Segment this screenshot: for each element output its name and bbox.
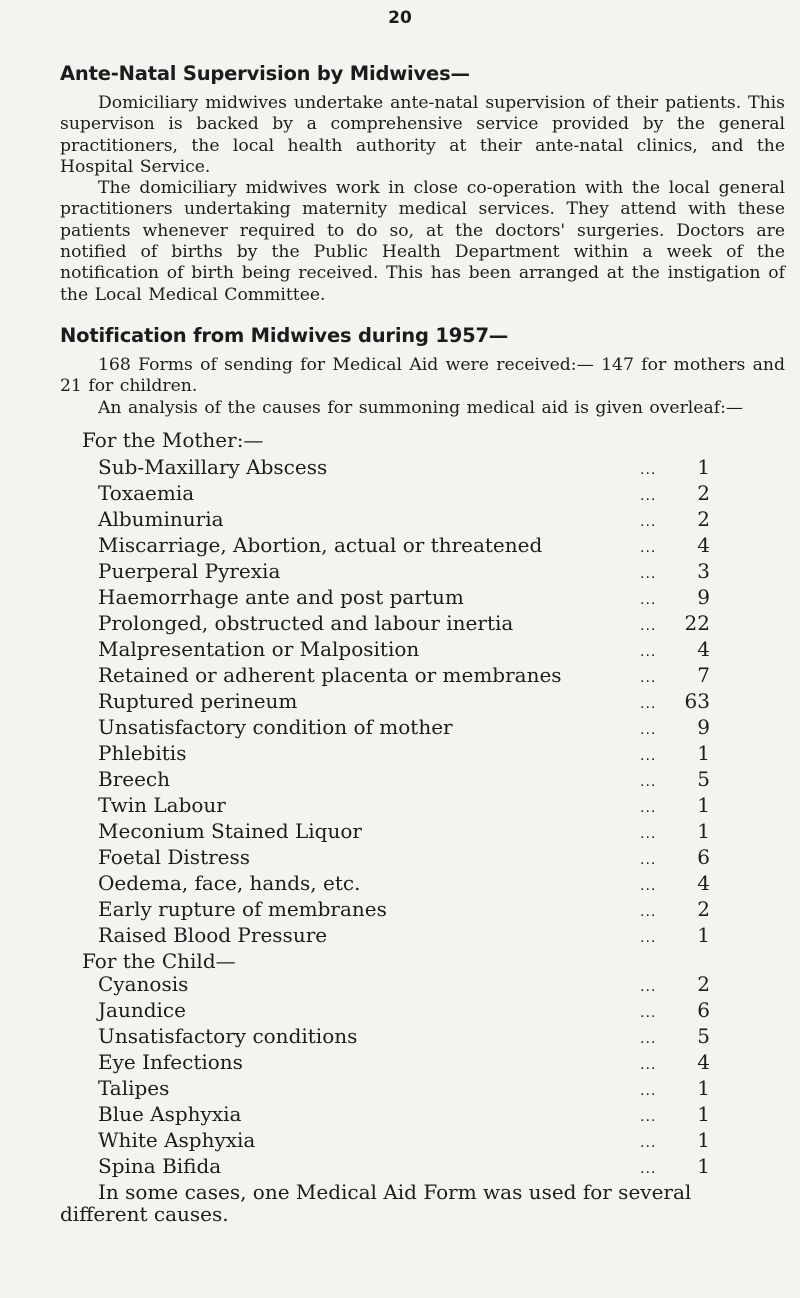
cause-label: Phlebitis [98, 740, 187, 765]
cause-label: Raised Blood Pressure [98, 922, 328, 947]
leader-dots: ... [640, 487, 657, 504]
cause-label: Foetal Distress [98, 844, 251, 869]
list-item [98, 768, 710, 794]
cause-label: Unsatisfactory conditions [98, 1023, 358, 1048]
list-item [98, 1103, 710, 1129]
cause-count: 4 [697, 636, 710, 661]
cause-count: 1 [697, 818, 710, 843]
leader-dots: ... [640, 929, 657, 946]
leader-dots: ... [640, 1082, 657, 1099]
cause-count: 1 [697, 922, 710, 947]
list-item [98, 586, 710, 612]
cause-count: 7 [697, 662, 710, 687]
leader-dots: ... [640, 461, 657, 478]
cause-label: Early rupture of membranes [98, 896, 387, 921]
leader-dots: ... [640, 591, 657, 608]
cause-count: 6 [697, 997, 710, 1022]
paragraph-supervision: Domiciliary midwives undertake ante-natal supervision of their patients. This supervison is backed by a comprehensive service provided by the general practitioners, the local health authority at their ante-natal clinics, and the Hospital Service. [60, 93, 785, 177]
page-content [60, 62, 785, 1225]
child-heading: For the Child— [82, 948, 236, 973]
leader-dots: ... [640, 877, 657, 894]
cause-label: Talipes [98, 1075, 170, 1100]
list-item [98, 1129, 710, 1155]
cause-label: Miscarriage, Abortion, actual or threatened [98, 532, 543, 557]
cause-count: 2 [697, 896, 710, 921]
leader-dots: ... [640, 539, 657, 556]
cause-label: Puerperal Pyrexia [98, 558, 281, 583]
cause-count: 1 [697, 1153, 710, 1178]
leader-dots: ... [640, 1108, 657, 1125]
list-item [98, 898, 710, 924]
cause-count: 1 [697, 454, 710, 479]
cause-label: Retained or adherent placenta or membranes [98, 662, 562, 687]
list-item [98, 999, 710, 1025]
cause-count: 1 [697, 740, 710, 765]
list-item [98, 973, 710, 999]
cause-count: 1 [697, 792, 710, 817]
cause-count: 1 [697, 1101, 710, 1126]
leader-dots: ... [640, 695, 657, 712]
cause-label: Unsatisfactory condition of mother [98, 714, 453, 739]
leader-dots: ... [640, 617, 657, 634]
cause-count: 3 [697, 558, 710, 583]
cause-label: Twin Labour [98, 792, 226, 817]
cause-count: 9 [697, 714, 710, 739]
list-item [98, 664, 710, 690]
cause-label: Ruptured perineum [98, 688, 298, 713]
leader-dots: ... [640, 721, 657, 738]
section-heading-antenatal: Ante-Natal Supervision by Midwives— [60, 62, 470, 85]
cause-count: 22 [684, 610, 710, 635]
cause-count: 1 [697, 1127, 710, 1152]
leader-dots: ... [640, 643, 657, 660]
cause-count: 2 [697, 971, 710, 996]
leader-dots: ... [640, 1056, 657, 1073]
list-item [98, 1077, 710, 1103]
list-item [98, 742, 710, 768]
list-item [98, 1025, 710, 1051]
cause-count: 2 [697, 506, 710, 531]
leader-dots: ... [640, 565, 657, 582]
cause-count: 4 [697, 532, 710, 557]
paragraph-forms-received: 168 Forms of sending for Medical Aid were received:— 147 for mothers and 21 for children. [60, 354, 785, 397]
cause-label: Blue Asphyxia [98, 1101, 242, 1126]
list-item [98, 716, 710, 742]
cause-label: Toxaemia [98, 480, 195, 505]
list-item [98, 534, 710, 560]
cause-count: 4 [697, 870, 710, 895]
list-item [98, 846, 710, 872]
cause-label: Eye Infections [98, 1049, 243, 1074]
leader-dots: ... [640, 747, 657, 764]
list-item [98, 612, 710, 638]
cause-label: Albuminuria [98, 506, 224, 531]
paragraph-analysis: An analysis of the causes for summoning medical aid is given overleaf:— [98, 397, 744, 418]
list-item [98, 482, 710, 508]
cause-label: Cyanosis [98, 971, 189, 996]
footer-note: In some cases, one Medical Aid Form was used for several different causes. [60, 1179, 692, 1226]
child-causes-list [98, 973, 710, 1181]
cause-label: White Asphyxia [98, 1127, 256, 1152]
leader-dots: ... [640, 1134, 657, 1151]
cause-label: Breech [98, 766, 171, 791]
list-item [98, 1051, 710, 1077]
cause-count: 4 [697, 1049, 710, 1074]
cause-label: Spina Bifida [98, 1153, 222, 1178]
leader-dots: ... [640, 799, 657, 816]
list-item [98, 638, 710, 664]
leader-dots: ... [640, 851, 657, 868]
cause-count: 63 [684, 688, 710, 713]
list-item [98, 508, 710, 534]
list-item [98, 794, 710, 820]
paragraph-co-operation: The domiciliary midwives work in close co-operation with the local general practitioners undertaking maternity medical services. They attend with these patients whenever required to do so, at the doctors' surgeries. Doctors are notified of births by the Public Health Department within a week of the notification of birth being received. This has been arranged at the instigation of the Local Medical Committee. [60, 178, 785, 305]
cause-count: 5 [697, 1023, 710, 1048]
section-heading-notification: Notification from Midwives during 1957— [60, 323, 509, 347]
leader-dots: ... [640, 1004, 657, 1021]
leader-dots: ... [640, 903, 657, 920]
mother-causes-list [98, 456, 710, 950]
cause-label: Jaundice [98, 997, 186, 1022]
leader-dots: ... [640, 773, 657, 790]
cause-label: Malpresentation or Malposition [98, 636, 420, 661]
leader-dots: ... [640, 978, 657, 995]
cause-count: 2 [697, 480, 710, 505]
page-number: 20 [388, 8, 412, 28]
list-item [98, 820, 710, 846]
list-item [98, 924, 710, 950]
leader-dots: ... [640, 825, 657, 842]
cause-label: Meconium Stained Liquor [98, 818, 362, 843]
cause-count: 9 [697, 584, 710, 609]
list-item [98, 456, 710, 482]
leader-dots: ... [640, 1160, 657, 1177]
leader-dots: ... [640, 669, 657, 686]
cause-count: 5 [697, 766, 710, 791]
cause-label: Prolonged, obstructed and labour inertia [98, 610, 514, 635]
list-item [98, 872, 710, 898]
cause-count: 6 [697, 844, 710, 869]
cause-count: 1 [697, 1075, 710, 1100]
mother-heading: For the Mother:— [82, 427, 264, 452]
cause-label: Haemorrhage ante and post partum [98, 584, 464, 609]
cause-label: Oedema, face, hands, etc. [98, 870, 361, 895]
list-item [98, 560, 710, 586]
list-item [98, 690, 710, 716]
list-item [98, 1155, 710, 1181]
leader-dots: ... [640, 513, 657, 530]
cause-label: Sub-Maxillary Abscess [98, 454, 328, 479]
leader-dots: ... [640, 1030, 657, 1047]
